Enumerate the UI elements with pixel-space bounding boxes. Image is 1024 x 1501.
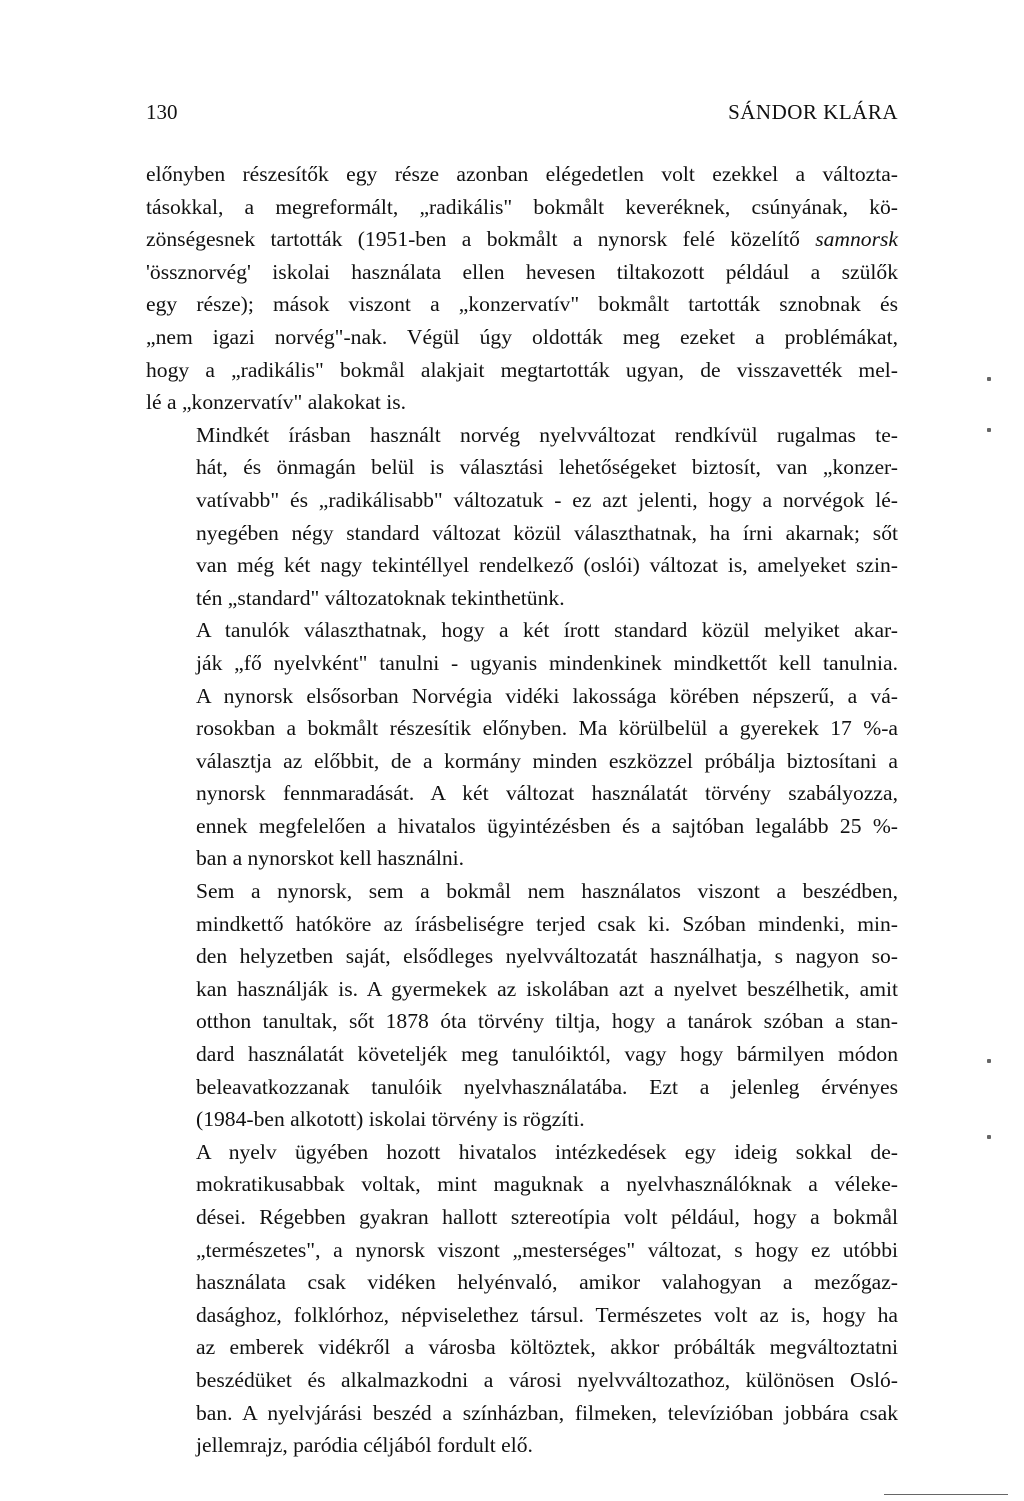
text-line: ban. A nyelvjárási beszéd a színházban, filmeken, televízióban jobbára csak <box>196 1400 898 1425</box>
text-line: jellemrajz, paródia céljából fordult elő. <box>196 1433 533 1458</box>
scan-speck <box>987 1135 991 1139</box>
text-line: vatívabb" és „radikálisabb" változatuk - ez azt jelenti, hogy a norvégok lé- <box>196 487 898 512</box>
text-line: zönségesnek tartották (1951-ben a bokmålt a nynorsk felé közelítő samnorsk <box>146 227 898 252</box>
text-line: A tanulók választhatnak, hogy a két írott standard közül melyiket akar- <box>196 618 898 643</box>
paragraph <box>146 158 898 419</box>
text-line: den helyzetben saját, elsődleges nyelvváltozatát használhatja, s nagyon so- <box>196 944 898 969</box>
text-line: ban a nynorskot kell használni. <box>196 846 465 871</box>
text-line: választja az előbbit, de a kormány minden eszközzel próbálja biztosítani a <box>196 748 898 773</box>
text-line: rosokban a bokmålt részesítik előnyben. Ma körülbelül a gyerekek 17 %-a <box>196 716 898 741</box>
text-line: kan használják is. A gyermekek az iskolában azt a nyelvet beszélhetik, amit <box>196 976 898 1001</box>
text-line: ennek megfelelően a hivatalos ügyintézésben és a sajtóban legalább 25 %- <box>196 813 898 838</box>
scan-speck <box>987 428 991 432</box>
scan-speck <box>987 377 991 381</box>
page-header <box>146 100 898 132</box>
text-line: egy része); mások viszont a „konzervatív" bokmålt tartották sznobnak és <box>146 292 898 317</box>
text-line: hát, és önmagán belül is választási lehetőségeket biztosít, van „konzer- <box>196 455 898 480</box>
running-title: SÁNDOR KLÁRA <box>728 100 898 124</box>
text-line: használata csak vidéken helyénvaló, amikor valahogyan a mezőgaz- <box>196 1270 898 1295</box>
text-line: Mindkét írásban használt norvég nyelvváltozat rendkívül rugalmas te- <box>196 422 898 447</box>
text-line: hogy a „radikális" bokmål alakjait megtartották ugyan, de visszavették mel- <box>146 357 898 382</box>
text-line: 'össznorvég' iskolai használata ellen hevesen tiltakozott például a szülők <box>146 259 898 284</box>
text-line: nynorsk fennmaradását. A két változat használatát törvény szabályozza, <box>196 781 898 806</box>
text-line: „természetes", a nynorsk viszont „mesterséges" változat, s hogy ez utóbbi <box>196 1237 898 1262</box>
text-line: az emberek vidékről a városba költöztek, akkor próbálták megváltoztatni <box>196 1335 898 1360</box>
text-line: tén „standard" változatoknak tekinthetünk. <box>196 585 565 610</box>
text-line: tásokkal, a megreformált, „radikális" bokmålt keveréknek, csúnyának, kö- <box>146 194 898 219</box>
text-line: beszédüket és alkalmazkodni a városi nyelvváltozathoz, különösen Osló- <box>196 1367 898 1392</box>
text-line: ják „fő nyelvként" tanulni - ugyanis mindenkinek mindkettőt kell tanulnia. <box>196 650 898 675</box>
text-line: nyegében négy standard változat közül választhatnak, ha írni akarnak; sőt <box>196 520 898 545</box>
text-line: (1984-ben alkotott) iskolai törvény is rögzíti. <box>196 1107 585 1132</box>
text-line: előnyben részesítők egy része azonban elégedetlen volt ezekkel a változta- <box>146 162 898 186</box>
text-line: A nynorsk elsősorban Norvégia vidéki lakossága körében népszerű, a vá- <box>196 683 898 708</box>
footer-rule <box>884 1494 1008 1495</box>
text-line: mindkettő hatóköre az írásbeliségre terjed csak ki. Szóban mindenki, min- <box>196 911 898 936</box>
text-line: otthon tanultak, sőt 1878 óta törvény tiltja, hogy a tanárok szóban a stan- <box>196 1009 898 1034</box>
scan-speck <box>987 1059 991 1063</box>
paragraph <box>146 875 898 1136</box>
body-text <box>146 158 898 1462</box>
italic-term: samnorsk <box>815 227 898 252</box>
paragraph <box>146 1136 898 1462</box>
text-line: van még két nagy tekintéllyel rendelkező (oslói) változat is, amelyeket szin- <box>196 553 898 578</box>
paragraph <box>146 614 898 875</box>
text-line: dasághoz, folklórhoz, népviselethez társul. Természetes volt az is, hogy ha <box>196 1302 898 1327</box>
paragraph <box>146 419 898 615</box>
text-line: lé a „konzervatív" alakokat is. <box>146 390 407 415</box>
text-line: Sem a nynorsk, sem a bokmål nem használatos viszont a beszédben, <box>196 879 898 904</box>
text-line: „nem igazi norvég"-nak. Végül úgy oldották meg ezeket a problémákat, <box>146 324 898 349</box>
text-line: dései. Régebben gyakran hallott sztereotípia volt például, hogy a bokmål <box>196 1205 898 1229</box>
text-line: dard használatát követeljék meg tanulóiktól, vagy hogy bármilyen módon <box>196 1042 898 1067</box>
text-line: A nyelv ügyében hozott hivatalos intézkedések egy ideig sokkal de- <box>196 1139 898 1164</box>
page-number: 130 <box>146 100 178 124</box>
text-line: beleavatkozzanak tanulóik nyelvhasználatába. Ezt a jelenleg érvényes <box>196 1074 898 1099</box>
text-line: mokratikusabbak voltak, mint maguknak a nyelvhasználóknak a véleke- <box>196 1172 898 1197</box>
